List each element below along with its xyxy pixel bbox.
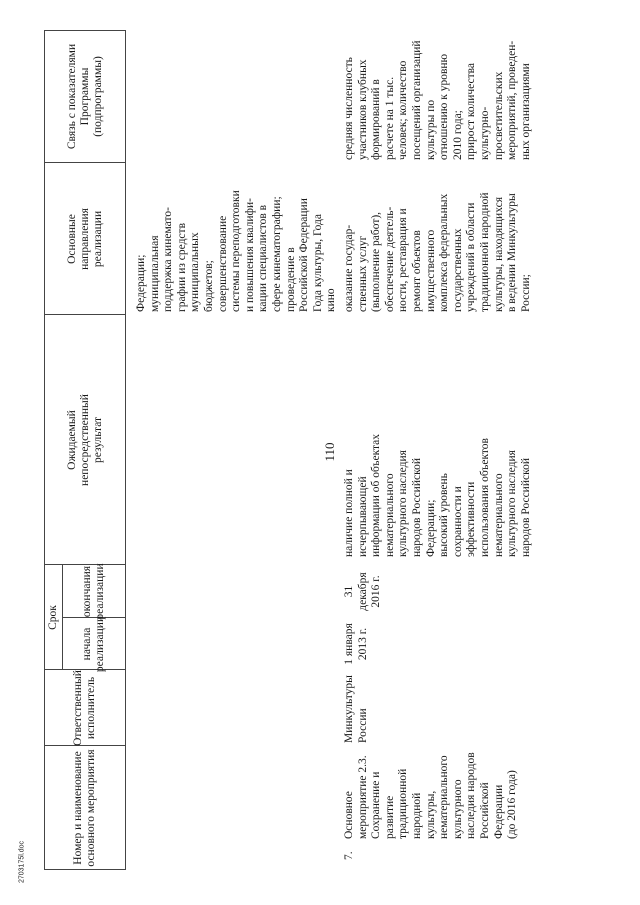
header-executor: Ответственный исполнитель bbox=[72, 670, 97, 746]
program-table bbox=[44, 30, 609, 870]
indicators: средняя численность участников клубных формирований в расчете на 1 тыс. человек; количество посещений организаций культуры по отношению к уровню 2010 года; прирост количества культурно- просветительских мероприятий, проведен- ных организациями bbox=[343, 40, 532, 160]
header-term-end: окончания реализации bbox=[81, 563, 106, 620]
header-directions: Основные направления реализации bbox=[65, 208, 104, 270]
rotated-page-content bbox=[44, 30, 609, 870]
term-end: 31 декабря 2016 г. bbox=[343, 572, 383, 611]
document-code: 2703175l.doc bbox=[18, 840, 26, 884]
term-start: 1 января 2013 г. bbox=[343, 623, 369, 665]
header-indicators: Связь с показателями Программы (подпрограммы) bbox=[65, 43, 104, 150]
row-number: 7. bbox=[343, 851, 355, 860]
page-number: 110 bbox=[322, 442, 337, 462]
expected-result: наличие полной и исчерпывающей информации об объектах нематериального культурного наследия народов Российской Федерации; высокий уровень сохранности и эффективности использования объектов нематериального культурного наследия народов Российской bbox=[343, 433, 532, 557]
directions: оказание государ- ственных услуг (выполнение работ), обеспечение деятель- ности, реставрация и ремонт объектов имущественного комплекса федеральных государственных учреждений в области традиционной народной культуры, находящихся в ведении Минкультуры России; bbox=[343, 192, 532, 312]
activity-name: Основное мероприятие 2.3. Сохранение и развитие традиционной народной культуры, нематериального культурного наследия народов Российской Федерации (до 2016 года) bbox=[343, 752, 519, 839]
header-term-start: начала реализации bbox=[81, 615, 106, 673]
header-term: Срок bbox=[46, 605, 59, 630]
header-expected-result: Ожидаемый непосредственный результат bbox=[65, 394, 104, 486]
header-activity-name: Номер и наименование основного мероприятия bbox=[72, 749, 97, 867]
executor: Минкультуры России bbox=[343, 675, 369, 743]
continuation-directions: Федерации; муниципальная поддержка кинемато- графии из средств муниципальных бюджетов; совершенствование системы переподготовки и повышения квалифи- кации специалистов в сфере кинематографии; проведение в Российской Федерации Года культуры, Года кино bbox=[135, 190, 338, 312]
